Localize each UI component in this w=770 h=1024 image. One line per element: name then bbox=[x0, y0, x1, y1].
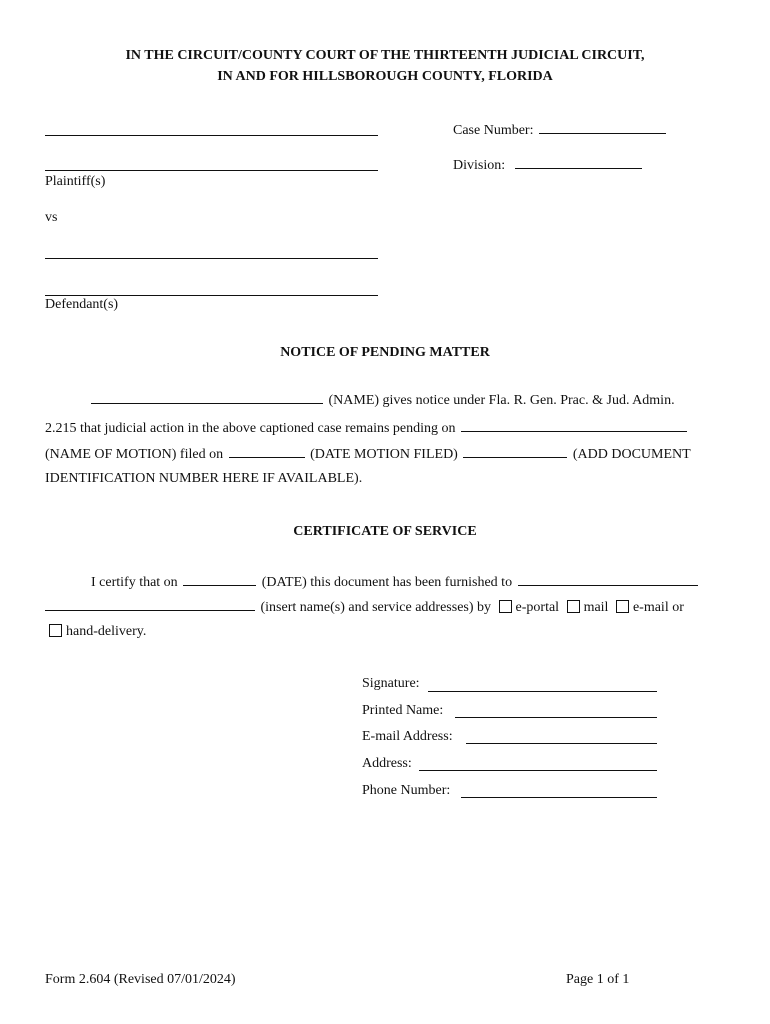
notice-line-4: IDENTIFICATION NUMBER HERE IF AVAILABLE). bbox=[45, 471, 363, 486]
email-row bbox=[362, 729, 453, 745]
notice-text-1: (NAME) gives notice under Fla. R. Gen. Prac. & Jud. Admin. bbox=[328, 393, 675, 408]
certificate-text-1b: (DATE) this document has been furnished to bbox=[261, 575, 513, 590]
form-id: Form 2.604 (Revised 07/01/2024) bbox=[45, 972, 236, 987]
notice-text-3c: (ADD DOCUMENT bbox=[572, 447, 691, 462]
address-label: Address: bbox=[362, 756, 412, 771]
court-header-line1: IN THE CIRCUIT/COUNTY COURT OF THE THIRTEENTH JUDICIAL CIRCUIT, bbox=[125, 48, 645, 63]
certificate-line-1 bbox=[91, 573, 700, 591]
defendant-line-1[interactable] bbox=[45, 258, 378, 259]
plaintiff-label: Plaintiff(s) bbox=[45, 174, 106, 189]
hand-delivery-checkbox[interactable] bbox=[49, 624, 62, 637]
printed-name-label: Printed Name: bbox=[362, 703, 444, 718]
defendant-line-2[interactable] bbox=[45, 295, 378, 296]
email-checkbox[interactable] bbox=[616, 600, 629, 613]
case-number-field[interactable] bbox=[539, 121, 666, 134]
signature-row bbox=[362, 676, 420, 692]
division-row bbox=[453, 156, 644, 174]
date-filed-field[interactable] bbox=[229, 445, 305, 458]
notice-line-3 bbox=[45, 445, 691, 463]
phone-number-label: Phone Number: bbox=[362, 783, 451, 798]
case-number-label: Case Number: bbox=[453, 123, 534, 138]
document-id-field[interactable] bbox=[463, 445, 567, 458]
signature-label: Signature: bbox=[362, 676, 420, 691]
certificate-title: CERTIFICATE OF SERVICE bbox=[293, 524, 477, 539]
plaintiff-line-2[interactable] bbox=[45, 170, 378, 171]
notice-text-3a: (NAME OF MOTION) filed on bbox=[45, 447, 224, 462]
service-date-field[interactable] bbox=[183, 573, 256, 586]
eportal-checkbox[interactable] bbox=[499, 600, 512, 613]
printed-name-row bbox=[362, 703, 443, 719]
case-number-row bbox=[453, 121, 668, 139]
certificate-line-2 bbox=[45, 598, 684, 616]
notice-line-2 bbox=[45, 419, 689, 437]
phone-number-field[interactable] bbox=[461, 797, 657, 798]
notice-line-1 bbox=[91, 391, 675, 409]
email-address-field[interactable] bbox=[466, 743, 657, 744]
division-label: Division: bbox=[453, 158, 506, 173]
notice-text-2: 2.215 that judicial action in the above captioned case remains pending on bbox=[45, 421, 456, 436]
vs-label: vs bbox=[45, 210, 58, 225]
pending-on-field[interactable] bbox=[461, 419, 687, 432]
division-field[interactable] bbox=[515, 156, 642, 169]
court-header-line2: IN AND FOR HILLSBOROUGH COUNTY, FLORIDA bbox=[217, 69, 553, 84]
notice-name-field[interactable] bbox=[91, 391, 323, 404]
email-label: e-mail or bbox=[632, 600, 684, 615]
plaintiff-line-1[interactable] bbox=[45, 135, 378, 136]
address-row bbox=[362, 756, 412, 772]
mail-label: mail bbox=[583, 600, 609, 615]
page-number: Page 1 of 1 bbox=[566, 972, 630, 987]
furnished-to-field[interactable] bbox=[518, 573, 698, 586]
phone-row bbox=[362, 783, 450, 799]
notice-title: NOTICE OF PENDING MATTER bbox=[280, 345, 490, 360]
mail-checkbox[interactable] bbox=[567, 600, 580, 613]
service-names-field[interactable] bbox=[45, 598, 255, 611]
eportal-label: e-portal bbox=[515, 600, 560, 615]
hand-delivery-label: hand-delivery. bbox=[66, 624, 147, 639]
email-address-label: E-mail Address: bbox=[362, 729, 453, 744]
printed-name-field[interactable] bbox=[455, 717, 657, 718]
defendant-label: Defendant(s) bbox=[45, 297, 119, 312]
signature-field[interactable] bbox=[428, 691, 657, 692]
certificate-text-2: (insert name(s) and service addresses) by bbox=[260, 600, 492, 615]
certificate-line-3 bbox=[45, 624, 146, 640]
certificate-text-1a: I certify that on bbox=[91, 575, 178, 590]
address-field[interactable] bbox=[419, 770, 657, 771]
notice-text-3b: (DATE MOTION FILED) bbox=[310, 447, 458, 462]
